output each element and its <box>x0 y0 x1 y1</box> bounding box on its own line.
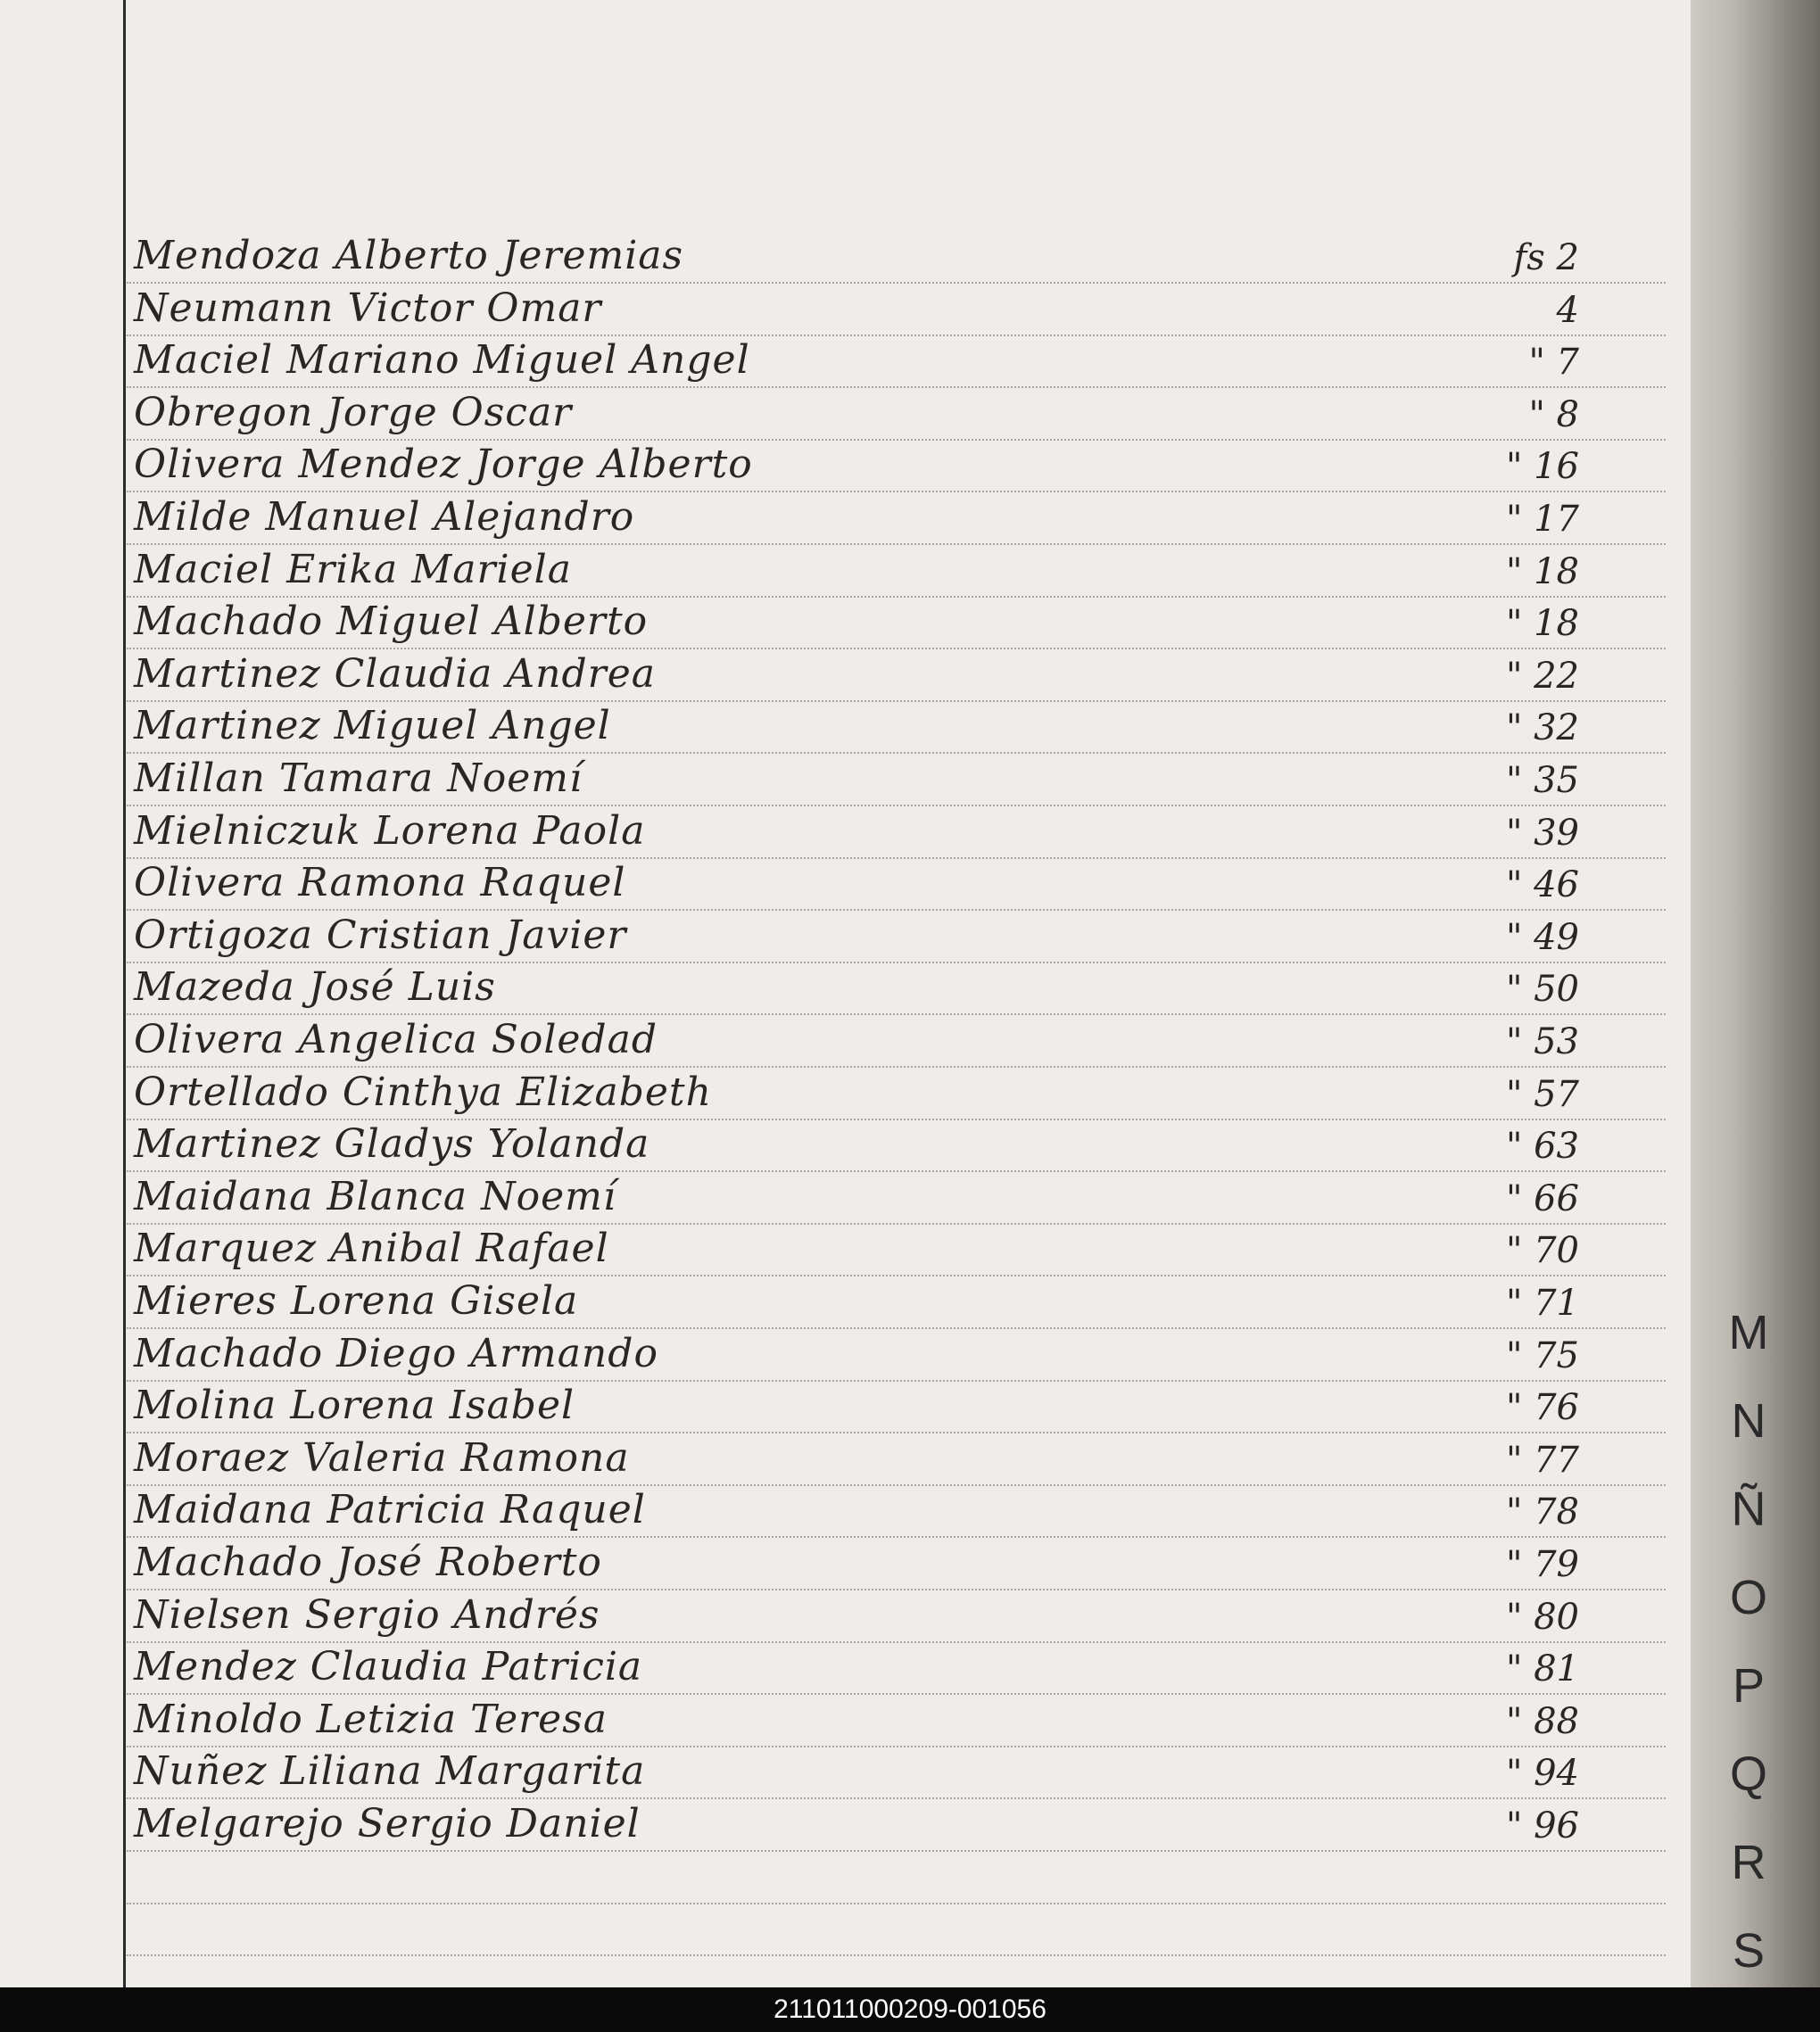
entry-name: Marquez Anibal Rafael <box>134 1226 609 1271</box>
index-letter-p[interactable]: P <box>1732 1659 1766 1713</box>
ledger-entry <box>134 491 1650 543</box>
ruled-line <box>127 1903 1666 1904</box>
index-letter-n[interactable]: N <box>1731 1394 1766 1448</box>
entry-folio: " 22 <box>1505 656 1579 697</box>
entry-folio: 4 <box>1556 290 1579 331</box>
entry-name: Obregon Jorge Oscar <box>134 390 573 435</box>
ledger-entry <box>134 1380 1650 1432</box>
entry-name: Olivera Ramona Raquel <box>134 860 626 905</box>
entry-folio: " 39 <box>1505 813 1579 854</box>
entry-folio: " 71 <box>1505 1283 1579 1324</box>
entry-folio: " 32 <box>1505 707 1579 748</box>
entry-folio: " 94 <box>1505 1753 1579 1794</box>
ledger-entry <box>134 648 1650 700</box>
entry-name: Mendoza Alberto Jeremias <box>134 233 684 278</box>
entry-name: Minoldo Letizia Teresa <box>134 1697 608 1742</box>
entry-folio: " 96 <box>1505 1805 1579 1846</box>
entry-folio: " 70 <box>1505 1230 1579 1271</box>
entry-name: Machado Diego Armando <box>134 1331 658 1376</box>
index-letter-enye[interactable]: Ñ <box>1731 1483 1766 1536</box>
ledger-entry <box>134 805 1650 857</box>
index-letter-s[interactable]: S <box>1732 1924 1766 1978</box>
ruled-line <box>127 1954 1666 1956</box>
entry-folio: " 35 <box>1505 760 1579 801</box>
entry-name: Maciel Erika Mariela <box>134 547 572 592</box>
entry-name: Mendez Claudia Patricia <box>134 1644 643 1689</box>
entry-name: Ortigoza Cristian Javier <box>134 913 627 958</box>
ledger-entry <box>134 1014 1650 1066</box>
entry-folio: " 79 <box>1505 1544 1579 1585</box>
entry-name: Martinez Gladys Yolanda <box>134 1121 650 1167</box>
entry-folio: " 50 <box>1505 969 1579 1010</box>
entry-folio: " 78 <box>1505 1491 1579 1532</box>
entry-folio: " 81 <box>1505 1648 1579 1689</box>
entry-folio: " 18 <box>1505 603 1579 644</box>
entry-folio: " 18 <box>1505 551 1579 592</box>
document-id-footer <box>0 1987 1820 2032</box>
ledger-entry <box>134 1746 1650 1797</box>
entry-name: Machado José Roberto <box>134 1540 602 1585</box>
entry-name: Milde Manuel Alejandro <box>134 494 635 540</box>
entry-folio: " 77 <box>1505 1440 1579 1481</box>
index-letter-o[interactable]: O <box>1729 1571 1767 1624</box>
entry-folio: " 76 <box>1505 1387 1579 1428</box>
ledger-entry <box>134 1328 1650 1380</box>
document-id: 211011000209-001056 <box>774 1995 1046 2024</box>
ledger-entry <box>134 753 1650 805</box>
ledger-entry <box>134 387 1650 439</box>
entry-name: Nuñez Liliana Margarita <box>134 1748 646 1794</box>
entry-name: Molina Lorena Isabel <box>134 1383 575 1428</box>
entry-folio: " 88 <box>1505 1701 1579 1742</box>
entry-folio: " 49 <box>1505 917 1579 958</box>
entry-folio: " 75 <box>1505 1335 1579 1376</box>
ledger-entry <box>134 910 1650 962</box>
ledger-entry <box>134 283 1650 335</box>
entry-name: Martinez Miguel Angel <box>134 703 611 748</box>
ledger-entry <box>134 1590 1650 1641</box>
alphabet-index-tab <box>1713 1289 1784 1995</box>
entry-name: Mieres Lorena Gisela <box>134 1278 579 1324</box>
ledger-entry <box>134 1798 1650 1850</box>
ledger-entry <box>134 335 1650 386</box>
ledger-entry <box>134 857 1650 909</box>
ledger-entry <box>134 962 1650 1013</box>
entry-name: Mazeda José Luis <box>134 964 496 1010</box>
ledger-entry <box>134 1276 1650 1327</box>
entry-name: Machado Miguel Alberto <box>134 599 649 644</box>
entry-folio: " 80 <box>1505 1597 1579 1638</box>
ledger-entry <box>134 1433 1650 1484</box>
entry-folio: " 66 <box>1505 1178 1579 1219</box>
ledger-entry <box>134 1484 1650 1536</box>
entry-folio: " 63 <box>1505 1126 1579 1167</box>
entry-name: Neumann Victor Omar <box>134 285 602 331</box>
entry-name: Millan Tamara Noemí <box>134 756 583 801</box>
entry-name: Moraez Valeria Ramona <box>134 1435 630 1481</box>
ledger-entry <box>134 596 1650 648</box>
entry-name: Olivera Angelica Soledad <box>134 1017 658 1062</box>
entry-folio: " 16 <box>1505 446 1579 487</box>
entry-folio: " 7 <box>1528 342 1579 383</box>
ledger-entry <box>134 1537 1650 1589</box>
index-letter-m[interactable]: M <box>1728 1306 1769 1359</box>
ledger-entry <box>134 1694 1650 1746</box>
entry-folio: " 57 <box>1505 1074 1579 1115</box>
ledger-entry <box>134 1641 1650 1693</box>
entry-name: Maidana Blanca Noemí <box>134 1174 616 1219</box>
ledger-entry <box>134 1223 1650 1275</box>
ledger-entry <box>134 1119 1650 1170</box>
entry-folio: " 8 <box>1528 394 1579 435</box>
entry-name: Melgarejo Sergio Daniel <box>134 1801 641 1846</box>
entry-folio: " 17 <box>1505 499 1579 540</box>
entry-name: Ortellado Cinthya Elizabeth <box>134 1070 712 1115</box>
ruled-line <box>127 1850 1666 1852</box>
entry-name: Nielsen Sergio Andrés <box>134 1592 600 1638</box>
entry-name: Mielniczuk Lorena Paola <box>134 808 646 854</box>
ledger-entry <box>134 230 1650 282</box>
ledger-entry <box>134 1067 1650 1119</box>
index-letter-r[interactable]: R <box>1731 1836 1766 1889</box>
entry-name: Maidana Patricia Raquel <box>134 1487 646 1532</box>
ledger-entry <box>134 439 1650 491</box>
entry-folio: " 46 <box>1505 864 1579 905</box>
entry-name: Maciel Mariano Miguel Angel <box>134 337 750 383</box>
index-letter-q[interactable]: Q <box>1729 1747 1767 1801</box>
entry-name: Martinez Claudia Andrea <box>134 651 656 697</box>
entry-folio: fs 2 <box>1513 237 1579 278</box>
ledger-entry <box>134 700 1650 752</box>
entry-name: Olivera Mendez Jorge Alberto <box>134 442 753 487</box>
ledger-entry <box>134 544 1650 596</box>
margin-rule <box>123 0 126 1987</box>
entry-folio: " 53 <box>1505 1021 1579 1062</box>
ledger-entry <box>134 1171 1650 1223</box>
